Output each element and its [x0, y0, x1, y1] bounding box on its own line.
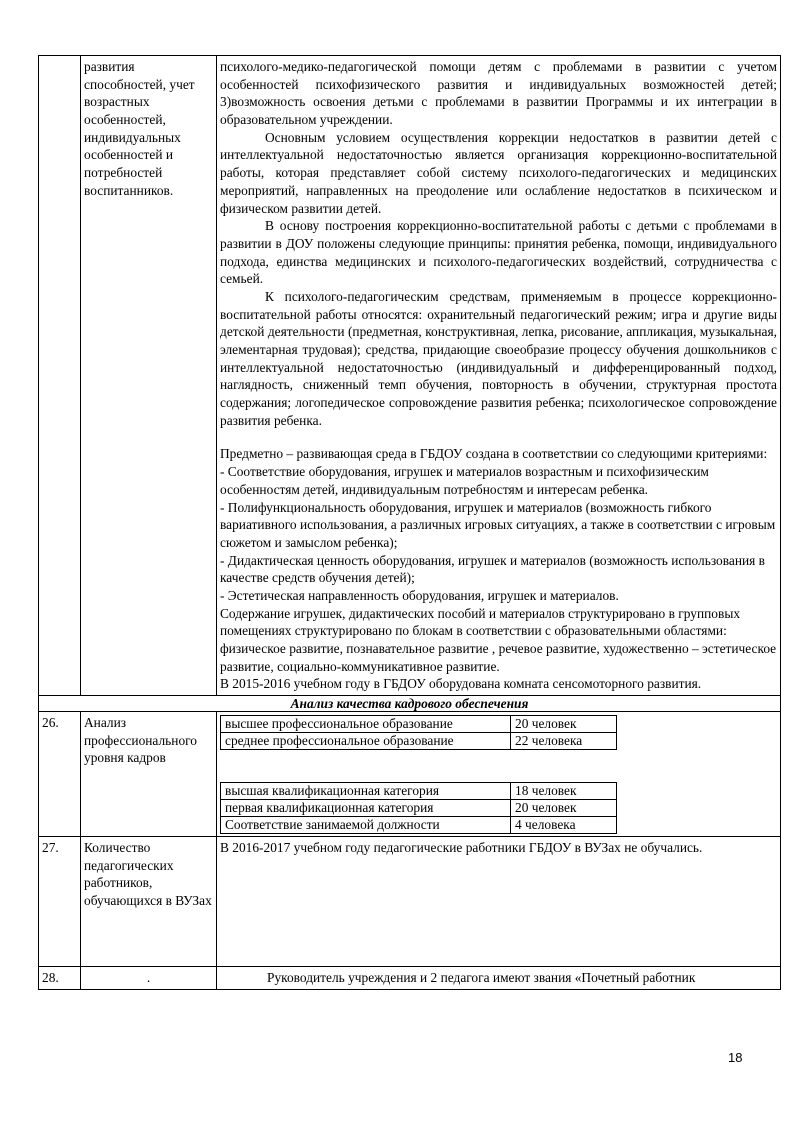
row-number: 26. [39, 712, 81, 837]
paragraph: В основу построения коррекционно-воспитательной работы с детьми с проблемами в развитии в ДОУ положены следующие принципы: принятия ребенка, помощи, индивидуального подхода, единства медицинских и психолого-педагогических воздействий, сотрудничества с семьей. [220, 218, 777, 287]
description-cell [217, 56, 781, 696]
table-row [221, 733, 617, 750]
education-name: высшее профессиональное образование [221, 716, 511, 733]
document-table [38, 55, 781, 990]
table-row [221, 800, 617, 817]
education-value: 22 человека [511, 733, 617, 750]
table-row-26 [39, 712, 781, 837]
category-value: 18 человек [511, 783, 617, 800]
text-line: В 2015-2016 учебном году в ГБДОУ оборудована комната сенсомоторного развития. [220, 676, 702, 692]
text-line: - Дидактическая ценность оборудования, игрушек и материалов (возможность использования в качестве средств обучения детей); [220, 552, 765, 586]
table-row [221, 716, 617, 733]
category-name: высшая квалификационная категория [221, 783, 511, 800]
category-name: первая квалификационная категория [221, 800, 511, 817]
text-line: - Эстетическая направленность оборудования, игрушек и материалов. [220, 587, 619, 603]
text-line: - Соответствие оборудования, игрушек и материалов возрастным и психофизическим особенностям детей, индивидуальным потребностям и интересам ребенка. [220, 464, 709, 497]
category-name: Соответствие занимаемой должности [221, 817, 511, 834]
row-label: Количество педагогических работников, обучающихся в ВУЗах [81, 837, 217, 967]
text-line: Предметно – развивающая среда в ГБДОУ создана в соответствии со следующими критериями: [220, 446, 768, 462]
row-label: . [81, 967, 217, 990]
row-text: В 2016-2017 учебном году педагогические работники ГБДОУ в ВУЗах не обучались. [217, 837, 781, 967]
category-value: 20 человек [511, 800, 617, 817]
paragraph: психолого-медико-педагогической помощи детям с проблемами в развитии с учетом особенностей психофизического развития и индивидуальных возможностей детей; 3)возможность освоения детьми с проблемами в развитии Программы и их интеграции в образовательном учреждении. [220, 59, 777, 128]
table-row-continuation [39, 56, 781, 696]
table-row [221, 783, 617, 800]
paragraph: Основным условием осуществления коррекции недостатков в развитии детей с интеллектуальной недостаточностью является организация коррекционно-воспитательной работы, которая представляет собой систему психолого-педагогических и медицинских мероприятий, направленных на преодоление или ослабление недостатков в психическом и физическом развитии детей. [220, 129, 777, 216]
category-table [220, 782, 617, 834]
criterion-text: развития способностей, учет возрастных особенностей, индивидуальных особенностей и потребностей воспитанников. [84, 59, 195, 198]
table-row-27 [39, 837, 781, 967]
education-table [220, 715, 617, 750]
section-header-row [39, 696, 781, 712]
row-text: Руководитель учреждения и 2 педагога имеют звания «Почетный работник [217, 967, 781, 990]
staff-stats-cell [217, 712, 781, 837]
text-line: - Полифункциональность оборудования, игрушек и материалов (возможность гибкого вариативного использования, а различных игровых ситуациях, а также в соответствии с игровым сюжетом и замыслом ребенка); [220, 499, 776, 550]
education-value: 20 человек [511, 716, 617, 733]
section-title: Анализ качества кадрового обеспечения [39, 696, 781, 712]
row-number-cell [39, 56, 81, 696]
table-row-28 [39, 967, 781, 990]
row-number: 28. [39, 967, 81, 990]
page-number: 18 [728, 1050, 743, 1065]
education-name: среднее профессиональное образование [221, 733, 511, 750]
paragraph: К психолого-педагогическим средствам, применяемым в процессе коррекционно-воспитательной работы относятся: охранительный педагогический режим; игра и другие виды детской деятельности (предметная, конструктивная, лепка, рисование, аппликация, музыкальная, элементарная трудовая); средства, придающие своеобразие процессу обучения дошкольников с интеллектуальной недостаточностью (индивидуальный и дифференцированный подход, наглядность, сниженный темп обучения, повторность в обучении, структурная простота содержания; логопедическое сопровождение развития ребенка; психологическое сопровождение развития ребенка. [220, 288, 777, 428]
text-line: Содержание игрушек, дидактических пособий и материалов структурировано в групповых помещениях структурировано по блокам в соответствии с образовательными областями: физическое развитие, познавательное развитие , речевое развитие, художественно – эстетическое развитие, социально-коммуникативное развитие. [220, 605, 777, 674]
table-row [221, 817, 617, 834]
criterion-cell [81, 56, 217, 696]
row-number: 27. [39, 837, 81, 967]
category-value: 4 человека [511, 817, 617, 834]
row-label: Анализ профессионального уровня кадров [81, 712, 217, 837]
